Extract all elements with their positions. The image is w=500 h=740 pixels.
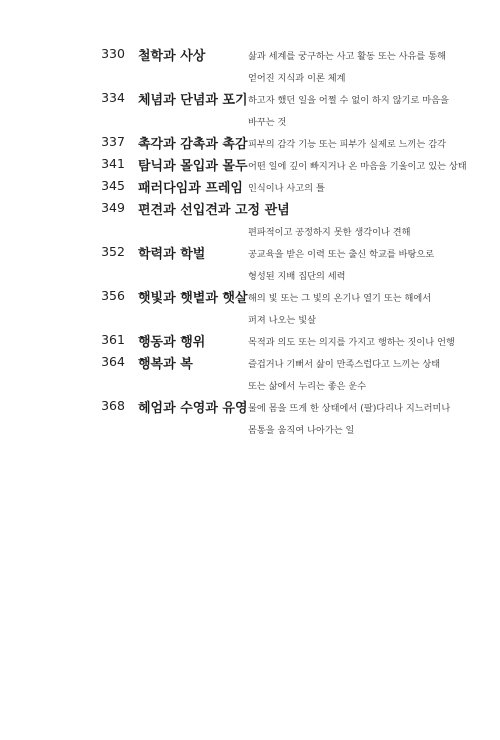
page-number: 334 — [101, 90, 125, 105]
entry-definition: 물에 몸을 뜨게 한 상태에서 (팔)다리나 지느러미나 — [248, 403, 451, 414]
page-number: 341 — [101, 156, 125, 171]
entry-definition: 바꾸는 것 — [248, 117, 287, 128]
page-number: 337 — [101, 134, 125, 149]
index-entry — [0, 242, 500, 264]
entry-definition: 피부의 감각 기능 또는 피부가 실제로 느끼는 감각 — [248, 139, 446, 150]
index-entry — [0, 330, 500, 352]
page-number: 368 — [101, 398, 125, 413]
index-entry-continuation — [0, 264, 500, 286]
entry-definition: 형성된 지배 집단의 세력 — [248, 271, 346, 282]
entry-term: 촉각과 감촉과 촉감 — [138, 137, 248, 152]
entry-definition: 목적과 의도 또는 의지를 가지고 행하는 짓이나 언행 — [248, 337, 455, 348]
entry-term: 편견과 선입견과 고정 관념 — [138, 203, 290, 218]
entry-definition: 해의 빛 또는 그 빛의 온기나 열기 또는 해에서 — [248, 293, 432, 304]
page-number: 361 — [101, 332, 125, 347]
index-entry — [0, 286, 500, 308]
entry-term: 철학과 사상 — [138, 49, 206, 64]
entry-term: 패러다임과 프레임 — [138, 181, 243, 196]
index-entry — [0, 88, 500, 110]
index-entry-continuation — [0, 418, 500, 440]
index-entry — [0, 352, 500, 374]
entry-definition: 공교육을 받은 이력 또는 출신 학교를 바탕으로 — [248, 249, 435, 260]
index-entry-continuation — [0, 374, 500, 396]
entry-definition: 또는 삶에서 누리는 좋은 운수 — [248, 381, 367, 392]
entry-definition: 편파적이고 공정하지 못한 생각이나 견해 — [248, 227, 411, 238]
page-number: 330 — [101, 46, 125, 61]
page-number: 349 — [101, 200, 125, 215]
entry-definition: 어떤 일에 깊이 빠지거나 온 마음을 기울이고 있는 상태 — [248, 161, 467, 172]
entry-definition: 몸통을 움직여 나아가는 일 — [248, 425, 355, 436]
index-entry — [0, 132, 500, 154]
index-entry-continuation — [0, 220, 500, 242]
entry-definition: 얻어진 지식과 이론 체계 — [248, 73, 346, 84]
index-entry — [0, 198, 500, 220]
index-entry — [0, 176, 500, 198]
page-number: 356 — [101, 288, 125, 303]
entry-term: 헤엄과 수영과 유영 — [138, 401, 248, 416]
index-entry-continuation — [0, 66, 500, 88]
entry-definition: 즐겁거나 기뻐서 삶이 만족스럽다고 느끼는 상태 — [248, 359, 441, 370]
entry-definition: 삶과 세계를 궁구하는 사고 활동 또는 사유를 통해 — [248, 51, 446, 62]
entry-definition: 하고자 했던 일을 어쩔 수 없이 하지 않기로 마음을 — [248, 95, 449, 106]
entry-definition: 인식이나 사고의 틀 — [248, 183, 325, 194]
entry-definition: 퍼져 나오는 빛살 — [248, 315, 316, 326]
index-entry — [0, 396, 500, 418]
entry-term: 학력과 학벌 — [138, 247, 206, 262]
entry-term: 행동과 행위 — [138, 335, 206, 350]
entry-term: 행복과 복 — [138, 357, 193, 372]
entry-term: 탐닉과 몰입과 몰두 — [138, 159, 248, 174]
page-number: 352 — [101, 244, 125, 259]
page-number: 364 — [101, 354, 125, 369]
entry-term: 햇빛과 햇볕과 햇살 — [138, 291, 248, 306]
index-entry — [0, 44, 500, 66]
index-entry-continuation — [0, 308, 500, 330]
index-entry — [0, 154, 500, 176]
index-entry-continuation — [0, 110, 500, 132]
entry-term: 체념과 단념과 포기 — [138, 93, 248, 108]
page-number: 345 — [101, 178, 125, 193]
